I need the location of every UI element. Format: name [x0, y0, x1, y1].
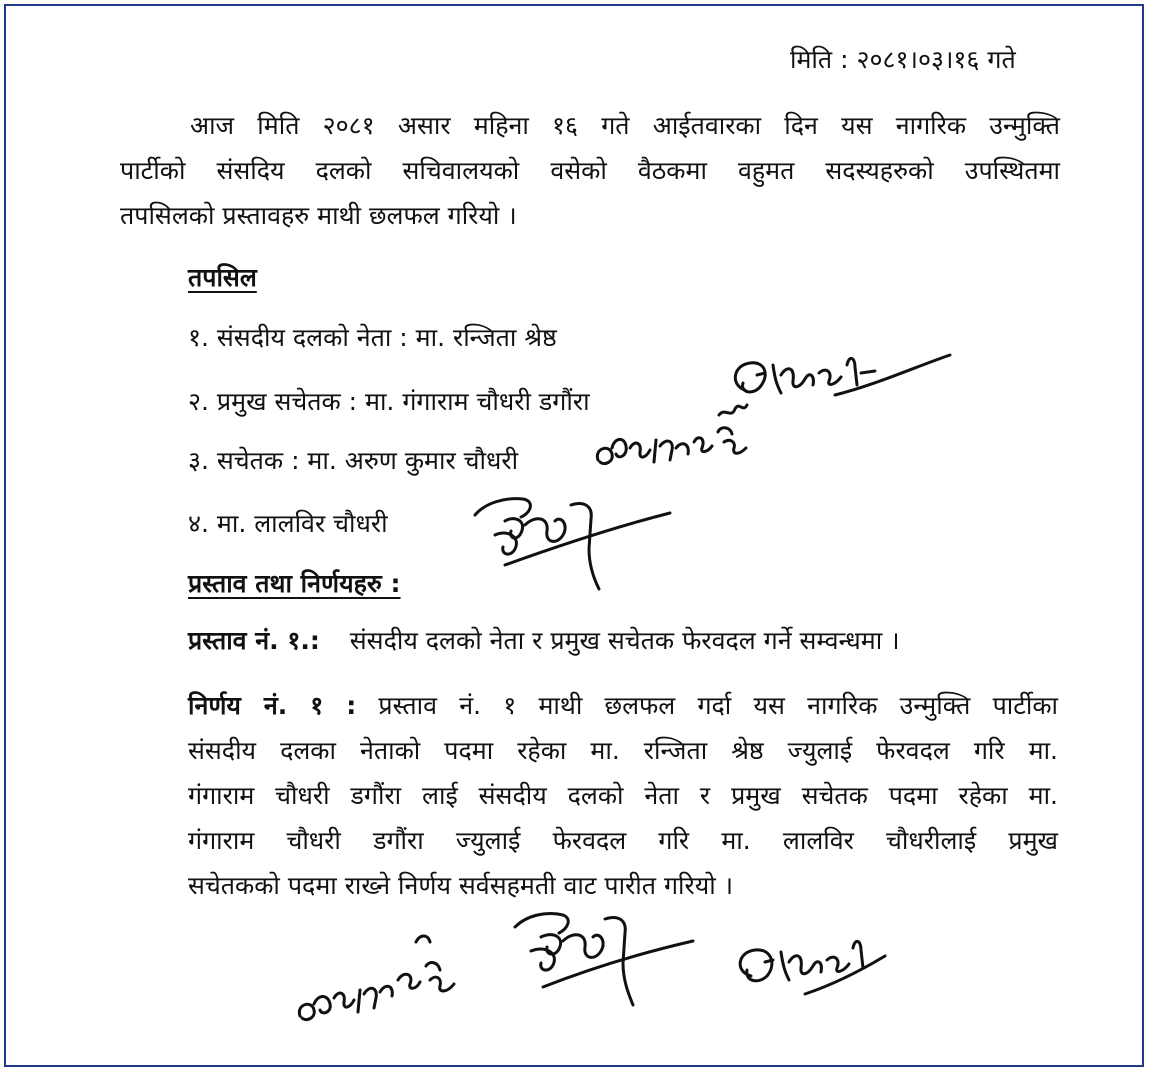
- proposal-text: संसदीय दलको नेता र प्रमुख सचेतक फेरवदल गर्ने सम्वन्धमा ।: [349, 626, 900, 655]
- proposals-heading: प्रस्ताव तथा निर्णयहरु :: [188, 569, 401, 598]
- decision-label: निर्णय नं. १ :: [188, 691, 357, 720]
- details-item-3: ३. सचेतक : मा. अरुण कुमार चौधरी: [188, 446, 519, 475]
- proposal-1: [188, 625, 900, 657]
- details-item-1: १. संसदीय दलको नेता : मा. रन्जिता श्रेष्ठ: [188, 323, 557, 352]
- decision-text-1: प्रस्ताव नं. १ माथी छलफल गर्दा यस नागरिक उन्मुक्ति पार्टीका: [378, 691, 1058, 720]
- details-item-2: २. प्रमुख सचेतक : मा. गंगाराम चौधरी डगौंरा: [188, 387, 590, 416]
- decision-line-1: [188, 690, 1058, 722]
- signature-lalbir-bottom: [505, 905, 700, 1015]
- decision-line-3: गंगाराम चौधरी डगौंरा लाई संसदीय दलको नेता र प्रमुख सचेतक पदमा रहेका मा.: [188, 781, 1058, 810]
- proposal-label: प्रस्ताव नं. १.:: [188, 626, 320, 655]
- decision-line-4: गंगाराम चौधरी डगौंरा ज्युलाई फेरवदल गरि मा. लालविर चौधरीलाई प्रमुख: [188, 826, 1058, 855]
- intro-line-3: तपसिलको प्रस्तावहरु माथी छलफल गरियो ।: [120, 201, 517, 230]
- signature-arun-bottom: [290, 920, 465, 1030]
- signature-gangaram-bottom: [725, 920, 890, 1010]
- intro-line-2: पार्टीको संसदिय दलको सचिवालयको वसेको वैठकमा वहुमत सदस्यहरुको उपस्थितमा: [120, 156, 1060, 185]
- decision-line-2: संसदीय दलका नेताको पदमा रहेका मा. रन्जिता श्रेष्ठ ज्युलाई फेरवदल गरि मा.: [188, 736, 1058, 765]
- decision-line-5: सचेतकको पदमा राख्ने निर्णय सर्वसहमती वाट पारीत गरियो ।: [188, 871, 734, 900]
- intro-line-1: आज मिति २०८१ असार महिना १६ गते आईतवारका दिन यस नागरिक उन्मुक्ति: [190, 111, 1060, 140]
- signature-gangaram-top: [715, 345, 960, 425]
- details-item-4: ४. मा. लालविर चौधरी: [188, 509, 388, 538]
- details-heading: तपसिल: [188, 263, 257, 292]
- date-line: मिति : २०८१।०३।१६ गते: [790, 45, 1016, 74]
- signature-lalbir-top: [465, 485, 680, 595]
- signature-arun-top: [590, 418, 760, 478]
